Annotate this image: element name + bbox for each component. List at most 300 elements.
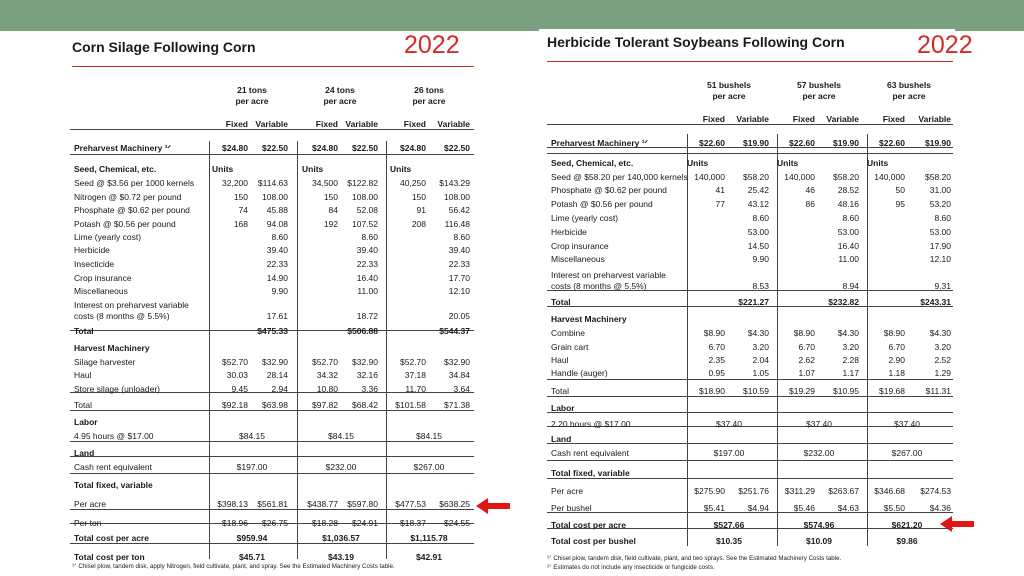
row-label: Crop insurance <box>74 273 132 283</box>
cell-value: $37.40 <box>716 419 742 429</box>
table-row <box>74 204 472 216</box>
table-row <box>551 535 951 547</box>
cell-value: 11.00 <box>357 286 378 296</box>
cell-value: 39.40 <box>266 245 288 255</box>
row-label: Nitrogen @ $0.72 per pound <box>74 192 182 202</box>
cell-value: $9.86 <box>896 536 918 546</box>
group-header-line-2: per acre <box>412 96 446 106</box>
cell-value: $4.36 <box>929 503 951 513</box>
table-row <box>551 184 951 196</box>
cell-value: $197.00 <box>236 462 268 472</box>
cell-value: $8.90 <box>703 328 725 338</box>
cell-value: $311.29 <box>784 486 815 496</box>
row-label: Preharvest Machinery ¹ᐟ <box>551 138 649 148</box>
cell-value: 0.95 <box>708 368 725 378</box>
row-label: Cash rent equivalent <box>74 462 152 472</box>
table-row <box>74 272 472 284</box>
cell-value: $4.63 <box>837 503 859 513</box>
row-label: Seed @ $3.56 per 1000 kernels <box>74 178 195 188</box>
table-row <box>551 198 951 210</box>
cell-value: $58.20 <box>743 172 769 182</box>
table-row <box>74 285 472 297</box>
table-row <box>74 416 472 428</box>
row-label: Lime (yearly cost) <box>74 232 142 242</box>
cell-value: $84.15 <box>416 431 442 441</box>
cell-value: 3.20 <box>842 342 859 352</box>
row-label: Total fixed, variable <box>551 468 630 478</box>
cell-value: 46 <box>805 185 815 195</box>
table-row <box>74 369 472 381</box>
cell-value: 3.20 <box>752 342 769 352</box>
cell-value: $346.68 <box>874 486 905 496</box>
cell-value: 8.60 <box>934 213 951 223</box>
table-row <box>74 399 472 411</box>
column-group-header-3 <box>399 85 459 107</box>
cell-value: $959.94 <box>236 533 268 543</box>
cell-value: $10.35 <box>716 536 742 546</box>
cell-value: 2.90 <box>888 355 905 365</box>
cell-value: 8.53 <box>752 281 769 291</box>
cell-value: $5.50 <box>883 503 905 513</box>
cell-value: $43.19 <box>328 552 354 562</box>
cell-value: 17.90 <box>929 241 951 251</box>
row-label: Haul <box>551 355 569 365</box>
cell-value: $52.70 <box>222 357 248 367</box>
cell-value: 39.40 <box>356 245 378 255</box>
row-label: Silage harvester <box>74 357 136 367</box>
cell-value: $232.82 <box>828 297 859 307</box>
cell-value: 32,200 <box>222 178 248 188</box>
cell-value: 2.62 <box>798 355 815 365</box>
table-row <box>74 163 472 175</box>
cell-value: 34.32 <box>316 370 338 380</box>
row-label: Combine <box>551 328 586 338</box>
table-row <box>551 137 951 149</box>
row-label: Cash rent equivalent <box>551 448 629 458</box>
cell-value: 140,000 <box>694 172 725 182</box>
cell-value: $114.63 <box>257 178 288 188</box>
cell-value: $37.40 <box>894 419 920 429</box>
cell-value: 45.88 <box>266 205 288 215</box>
cell-value: 3.64 <box>453 384 470 394</box>
variable-column-header: Variable <box>918 114 951 124</box>
table-row <box>74 244 472 256</box>
table-row <box>551 485 951 497</box>
cell-value: $92.18 <box>222 400 248 410</box>
cell-value: 52.08 <box>356 205 378 215</box>
cell-value: 74 <box>238 205 248 215</box>
variable-column-header: Variable <box>736 114 769 124</box>
table-row <box>551 157 951 169</box>
cell-value: $52.70 <box>312 357 338 367</box>
cell-value: 16.40 <box>356 273 378 283</box>
cell-value: $544.37 <box>439 326 470 336</box>
row-label: Total cost per acre <box>551 520 626 530</box>
row-label: Per ton <box>74 518 102 528</box>
cell-value: $5.41 <box>703 503 725 513</box>
row-label: costs (8 months @ 5.5%) <box>74 311 170 321</box>
cell-value: $267.00 <box>891 448 923 458</box>
row-label: Haul <box>74 370 92 380</box>
group-header-line-1: 24 tons <box>325 85 355 95</box>
cell-value: 50 <box>895 185 905 195</box>
cell-value: 2.28 <box>842 355 859 365</box>
cell-value: $574.96 <box>803 520 835 530</box>
table-row <box>551 385 951 397</box>
cell-value: 28.14 <box>266 370 288 380</box>
cell-value: $527.66 <box>713 520 745 530</box>
table-row <box>74 532 472 544</box>
cell-value: $274.53 <box>920 486 951 496</box>
table-row <box>74 218 472 230</box>
cell-value: 168 <box>233 219 248 229</box>
group-header-line-2: per acre <box>235 96 269 106</box>
cell-value: $475.33 <box>257 326 288 336</box>
top-banner <box>0 0 1024 31</box>
row-label: Land <box>74 448 95 458</box>
cell-value: 30.03 <box>226 370 248 380</box>
row-label: Potash @ $0.56 per pound <box>551 199 653 209</box>
cell-value: 108.00 <box>444 192 470 202</box>
cell-value: $438.77 <box>307 499 338 509</box>
cell-value: 31.00 <box>929 185 951 195</box>
cell-value: 116.48 <box>444 219 470 229</box>
group-header-line-1: 21 tons <box>237 85 267 95</box>
cell-value: $8.90 <box>793 328 815 338</box>
left-footnote: ¹ᐟ Chisel plow, tandem disk, apply Nitrogen, field cultivate, plant, and spray. See the Estimated Machinery Costs table. <box>72 563 395 570</box>
cell-value: 8.60 <box>752 213 769 223</box>
cell-value: 3.20 <box>934 342 951 352</box>
group-header-line-2: per acre <box>802 91 836 101</box>
variable-column-header: Variable <box>345 119 378 129</box>
cell-value: 25.42 <box>747 185 769 195</box>
cell-value: $19.29 <box>789 386 815 396</box>
cell-value: $24.80 <box>400 143 426 153</box>
row-label: Per acre <box>74 499 107 509</box>
table-row <box>74 383 472 395</box>
variable-column-header: Variable <box>826 114 859 124</box>
cell-value: 84 <box>328 205 338 215</box>
fixed-column-header: Fixed <box>702 114 725 124</box>
cell-value: $197.00 <box>713 448 745 458</box>
cell-value: $4.30 <box>747 328 769 338</box>
cell-value: 10.80 <box>316 384 338 394</box>
cell-value: $18.37 <box>400 518 426 528</box>
cell-value: Units <box>212 164 234 174</box>
row-label: Interest on preharvest variable <box>551 270 666 280</box>
cell-value: $97.82 <box>312 400 338 410</box>
cell-value: 1.07 <box>798 368 815 378</box>
table-row <box>74 461 472 473</box>
row-label: Herbicide <box>551 227 587 237</box>
table-rule <box>70 473 474 474</box>
cell-value: Units <box>390 164 412 174</box>
cell-value: 3.36 <box>361 384 378 394</box>
cell-value: 48.16 <box>837 199 859 209</box>
row-label: Total <box>551 386 569 396</box>
fixed-column-header: Fixed <box>225 119 248 129</box>
table-rule <box>547 460 953 461</box>
cell-value: $143.29 <box>439 178 470 188</box>
row-label: Interest on preharvest variable <box>74 300 189 310</box>
cell-value: 14.90 <box>266 273 288 283</box>
cell-value: 77 <box>715 199 725 209</box>
cell-value: $45.71 <box>239 552 265 562</box>
cell-value: 86 <box>805 199 815 209</box>
table-row <box>74 498 472 510</box>
cell-value: $263.67 <box>828 486 859 496</box>
cell-value: $1,115.78 <box>410 533 448 543</box>
cell-value: $18.90 <box>699 386 725 396</box>
cell-value: $101.58 <box>395 400 426 410</box>
cell-value: 18.72 <box>356 311 378 321</box>
cell-value: 28.52 <box>837 185 859 195</box>
cell-value: $68.42 <box>352 400 378 410</box>
table-row <box>551 447 951 459</box>
table-row <box>74 177 472 189</box>
cell-value: $621.20 <box>891 520 923 530</box>
table-rule <box>70 154 474 155</box>
cell-value: 6.70 <box>708 342 725 352</box>
right-title-rule <box>547 61 953 62</box>
row-label: Potash @ $0.56 per pound <box>74 219 176 229</box>
cell-value: 37.18 <box>404 370 426 380</box>
table-row <box>551 502 951 514</box>
cell-value: 8.60 <box>361 232 378 242</box>
table-row <box>551 171 951 183</box>
group-header-line-2: per acre <box>712 91 746 101</box>
cell-value: 150 <box>411 192 426 202</box>
cell-value: $58.20 <box>925 172 951 182</box>
row-label: Handle (auger) <box>551 368 608 378</box>
cell-value: $22.60 <box>879 138 905 148</box>
row-label: Preharvest Machinery ¹ᐟ <box>74 143 172 153</box>
cell-value: $19.90 <box>925 138 951 148</box>
cell-value: 43.12 <box>747 199 769 209</box>
row-label: Seed @ $58.20 per 140,000 kernels <box>551 172 688 182</box>
row-label: Seed, Chemical, etc. <box>74 164 157 174</box>
cell-value: $42.91 <box>416 552 442 562</box>
cell-value: 53.00 <box>747 227 769 237</box>
cell-value: 2.52 <box>934 355 951 365</box>
right-table-title: Herbicide Tolerant Soybeans Following Corn <box>547 34 845 50</box>
row-label: 2.20 hours @ $17.00 <box>551 419 631 429</box>
row-label: Lime (yearly cost) <box>551 213 619 223</box>
row-label: Miscellaneous <box>74 286 128 296</box>
table-row <box>551 467 951 479</box>
table-row <box>74 551 472 563</box>
group-header-line-1: 26 tons <box>414 85 444 95</box>
fixed-column-header: Fixed <box>792 114 815 124</box>
group-header-line-1: 57 bushels <box>797 80 841 90</box>
fixed-column-header: Fixed <box>403 119 426 129</box>
cell-value: $232.00 <box>803 448 835 458</box>
row-label: Total fixed, variable <box>74 480 153 490</box>
cell-value: 6.70 <box>798 342 815 352</box>
table-row <box>551 313 951 325</box>
cell-value: 192 <box>323 219 338 229</box>
cell-value: 34,500 <box>312 178 338 188</box>
table-row <box>74 517 472 529</box>
cell-value: 22.33 <box>266 259 288 269</box>
cell-value: $8.90 <box>883 328 905 338</box>
table-row <box>74 258 472 270</box>
cell-value: $5.46 <box>793 503 815 513</box>
row-label: Land <box>551 434 572 444</box>
cell-value: $275.90 <box>694 486 725 496</box>
cell-value: Units <box>302 164 324 174</box>
cell-value: 95 <box>895 199 905 209</box>
left-year-label: 2022 <box>404 31 460 59</box>
group-header-line-2: per acre <box>892 91 926 101</box>
cell-value: 53.00 <box>837 227 859 237</box>
cell-value: $4.94 <box>747 503 769 513</box>
cell-value: $19.68 <box>879 386 905 396</box>
cell-value: 9.90 <box>271 286 288 296</box>
cell-value: $638.25 <box>439 499 470 509</box>
row-label: Total <box>551 297 571 307</box>
cell-value: $10.09 <box>806 536 832 546</box>
cell-value: 1.29 <box>934 368 951 378</box>
cell-value: $24.91 <box>352 518 378 528</box>
cell-value: 17.70 <box>448 273 470 283</box>
table-row <box>74 342 472 354</box>
row-label: Total cost per acre <box>74 533 149 543</box>
cell-value: 53.00 <box>929 227 951 237</box>
cell-value: $18.28 <box>312 518 338 528</box>
cell-value: 12.10 <box>929 254 951 264</box>
cell-value: 91 <box>416 205 426 215</box>
cell-value: 39.40 <box>448 245 470 255</box>
cell-value: $19.90 <box>743 138 769 148</box>
row-label: Miscellaneous <box>551 254 605 264</box>
cell-value: 14.50 <box>747 241 769 251</box>
cell-value: 11.00 <box>838 254 859 264</box>
cell-value: $232.00 <box>325 462 357 472</box>
cell-value: 17.61 <box>266 311 288 321</box>
cell-value: $18.96 <box>222 518 248 528</box>
cell-value: $477.53 <box>395 499 426 509</box>
left-arrow-icon <box>476 497 512 515</box>
cell-value: $561.81 <box>257 499 288 509</box>
variable-column-header: Variable <box>255 119 288 129</box>
cell-value: $63.98 <box>262 400 288 410</box>
column-group-header-1 <box>699 80 759 102</box>
cell-value: 32.16 <box>356 370 378 380</box>
cell-value: 40,250 <box>400 178 426 188</box>
cell-value: Units <box>777 158 799 168</box>
cell-value: $11.31 <box>925 386 951 396</box>
column-group-header-3 <box>879 80 939 102</box>
group-header-line-2: per acre <box>323 96 357 106</box>
right-arrow-icon <box>940 515 976 533</box>
cell-value: $19.90 <box>833 138 859 148</box>
table-row <box>74 191 472 203</box>
cell-value: 1.17 <box>842 368 859 378</box>
table-row <box>551 327 951 339</box>
cell-value: 1.18 <box>888 368 905 378</box>
row-label: Labor <box>74 417 98 427</box>
row-label: Seed, Chemical, etc. <box>551 158 634 168</box>
cell-value: 150 <box>323 192 338 202</box>
cell-value: $24.55 <box>444 518 470 528</box>
cell-value: $84.15 <box>328 431 354 441</box>
corn-silage-budget-table <box>62 33 476 576</box>
cell-value: 22.33 <box>356 259 378 269</box>
cell-value: 16.40 <box>837 241 859 251</box>
right-year-label: 2022 <box>917 31 973 59</box>
cell-value: $22.60 <box>789 138 815 148</box>
cell-value: 12.10 <box>448 286 470 296</box>
soybeans-budget-table <box>539 29 973 576</box>
cell-value: 8.60 <box>271 232 288 242</box>
cell-value: 150 <box>233 192 248 202</box>
cell-value: 41 <box>715 185 725 195</box>
table-row <box>551 354 951 366</box>
row-label: Phosphate @ $0.62 per pound <box>551 185 667 195</box>
cell-value: 108.00 <box>352 192 378 202</box>
cell-value: $10.59 <box>743 386 769 396</box>
cell-value: 53.20 <box>929 199 951 209</box>
table-row <box>551 280 951 292</box>
row-label: Herbicide <box>74 245 110 255</box>
cell-value: $58.20 <box>833 172 859 182</box>
cell-value: 9.45 <box>231 384 248 394</box>
cell-value: $84.15 <box>239 431 265 441</box>
table-rule <box>70 129 474 130</box>
cell-value: $506.88 <box>347 326 378 336</box>
row-label: Per bushel <box>551 503 592 513</box>
cell-value: $24.80 <box>312 143 338 153</box>
cell-value: 6.70 <box>888 342 905 352</box>
row-label: Phosphate @ $0.62 per pound <box>74 205 190 215</box>
row-label: Crop insurance <box>551 241 609 251</box>
table-rule <box>547 153 953 154</box>
table-row <box>551 418 951 430</box>
cell-value: $37.40 <box>806 419 832 429</box>
cell-value: 94.08 <box>266 219 288 229</box>
cell-value: $26.75 <box>262 518 288 528</box>
row-label: Total <box>74 400 92 410</box>
row-label: 4.95 hours @ $17.00 <box>74 431 154 441</box>
cell-value: $221.27 <box>738 297 769 307</box>
group-header-line-1: 63 bushels <box>887 80 931 90</box>
cell-value: Units <box>867 158 889 168</box>
cell-value: 140,000 <box>874 172 905 182</box>
cell-value: 8.94 <box>842 281 859 291</box>
row-label: Total cost per ton <box>74 552 145 562</box>
table-row <box>551 212 951 224</box>
cell-value: $32.90 <box>262 357 288 367</box>
cell-value: $122.82 <box>347 178 378 188</box>
row-label: Harvest Machinery <box>551 314 627 324</box>
cell-value: 9.90 <box>752 254 769 264</box>
cell-value: 1.05 <box>752 368 769 378</box>
cell-value: 34.84 <box>448 370 470 380</box>
row-label: Total <box>74 326 94 336</box>
table-row <box>551 433 951 445</box>
table-row <box>74 479 472 491</box>
table-row <box>551 253 951 265</box>
fixed-column-header: Fixed <box>315 119 338 129</box>
table-row <box>74 142 472 154</box>
cell-value: $4.30 <box>837 328 859 338</box>
row-label: Total cost per bushel <box>551 536 636 546</box>
cell-value: 2.35 <box>708 355 725 365</box>
cell-value: $32.90 <box>444 357 470 367</box>
column-group-header-2 <box>310 85 370 107</box>
cell-value: $1,036.57 <box>322 533 360 543</box>
